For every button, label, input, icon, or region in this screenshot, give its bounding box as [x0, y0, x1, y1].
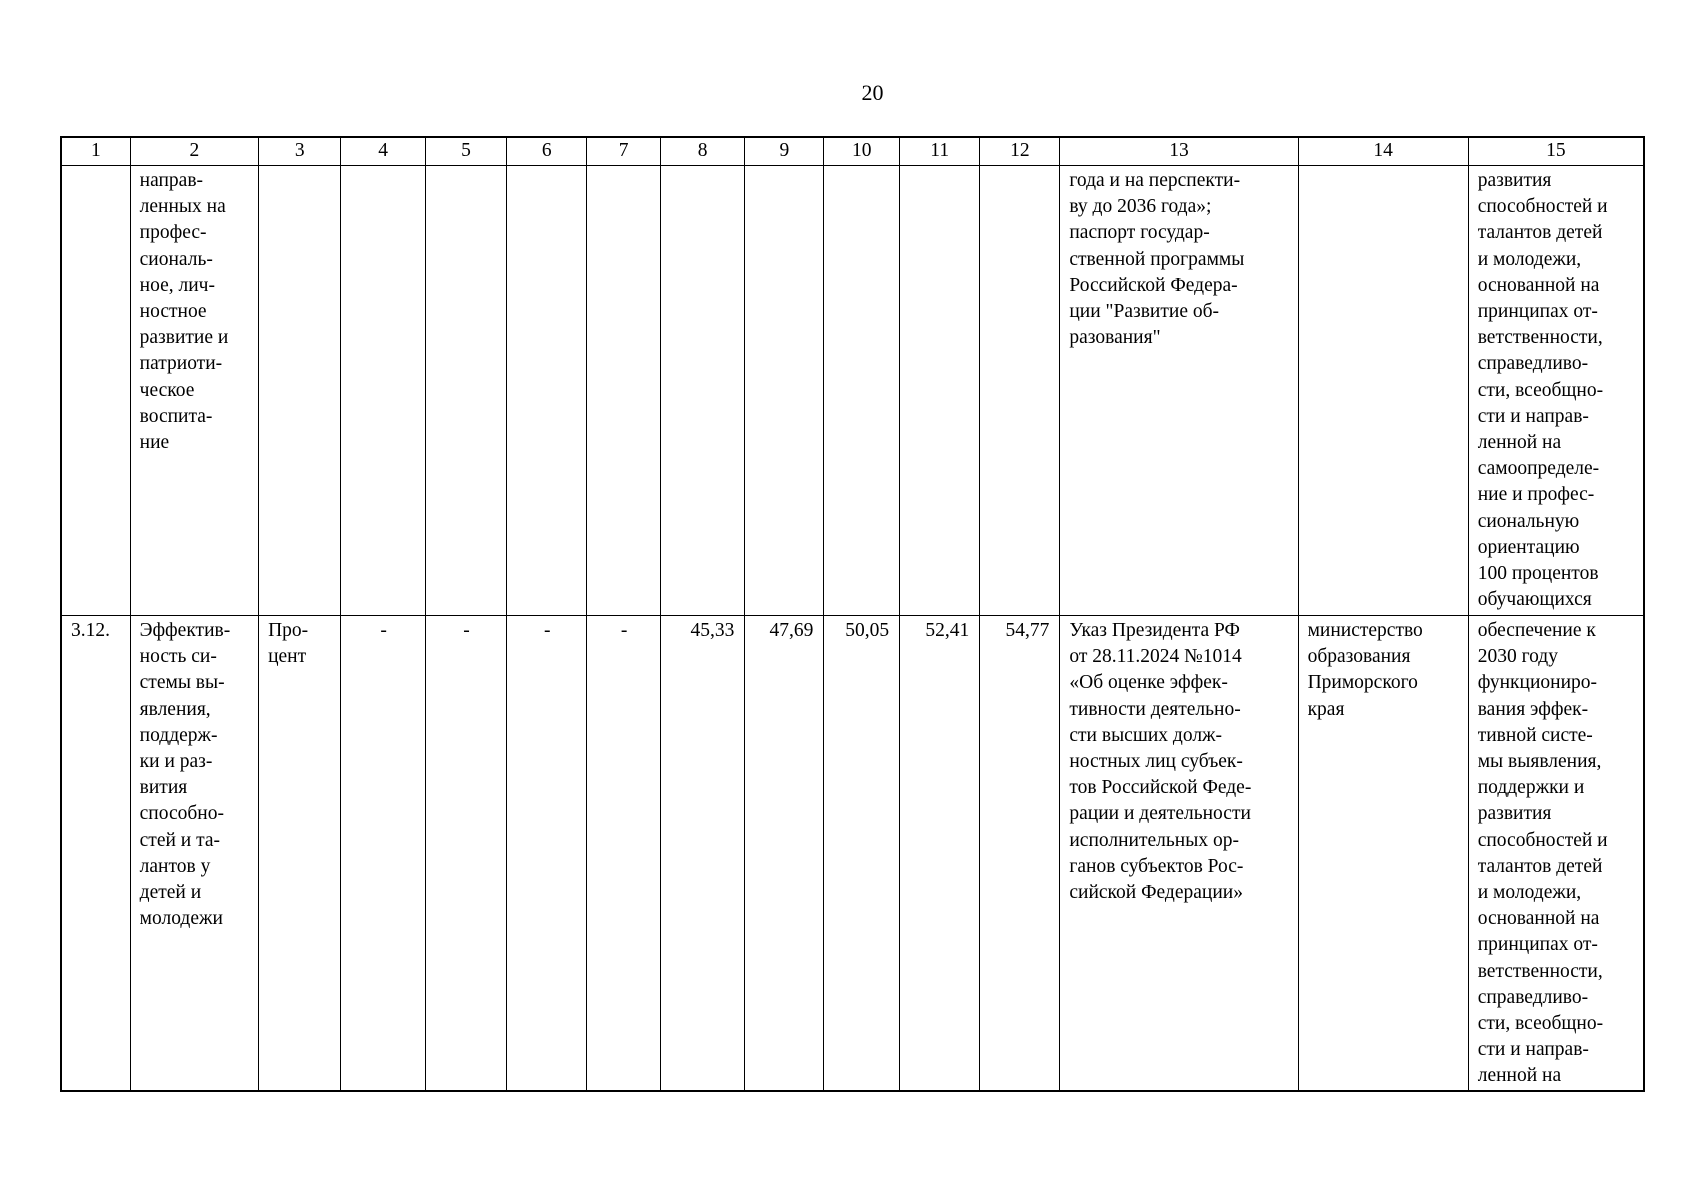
column-number: 14 — [1298, 137, 1468, 166]
value-cell — [660, 166, 745, 616]
value-cell — [341, 166, 426, 616]
value-cell: 50,05 — [824, 616, 900, 1091]
indicator-name-cell: направ- ленных на профес- сиональ- ное, лич- ностное развитие и патриоти- ческое воспита- ние — [130, 166, 258, 616]
page-number: 20 — [861, 80, 884, 105]
value-cell: - — [425, 616, 506, 1091]
indicators-table — [60, 136, 1645, 1092]
row-number-cell — [61, 166, 130, 616]
goal-description-cell: развития способностей и талантов детей и молодежи, основанной на принципах от- ветственности, справедливо- сти, всеобщно- сти и направ- ленной на самоопределе- ние и профес- сиональную ориентацию 100 процентов обучающихся — [1468, 166, 1644, 616]
indicator-name-cell: Эффектив- ность си- стемы вы- явления, поддерж- ки и раз- вития способно- стей и та- лантов у детей и молодежи — [130, 616, 258, 1091]
table-row — [61, 616, 1644, 1091]
goal-description-cell: обеспечение к 2030 году функциониро- вания эффек- тивной систе- мы выявления, поддержки и развития способностей и талантов детей и молодежи, основанной на принципах от- ветственности, справедливо- сти, всеобщно- сти и направ- ленной на — [1468, 616, 1644, 1091]
value-cell: 47,69 — [745, 616, 824, 1091]
column-number: 12 — [980, 137, 1060, 166]
column-number-row — [61, 137, 1644, 166]
value-cell — [824, 166, 900, 616]
value-cell — [425, 166, 506, 616]
column-number: 13 — [1060, 137, 1298, 166]
column-number: 15 — [1468, 137, 1644, 166]
value-cell: - — [587, 616, 661, 1091]
column-number: 7 — [587, 137, 661, 166]
column-number: 9 — [745, 137, 824, 166]
value-cell: 54,77 — [980, 616, 1060, 1091]
value-cell — [507, 166, 587, 616]
column-number: 11 — [900, 137, 980, 166]
unit-cell: Про- цент — [259, 616, 341, 1091]
value-cell: - — [341, 616, 426, 1091]
value-cell: 52,41 — [900, 616, 980, 1091]
value-cell: - — [507, 616, 587, 1091]
responsible-cell: министерство образования Приморского края — [1298, 616, 1468, 1091]
table-row — [61, 166, 1644, 616]
column-number: 1 — [61, 137, 130, 166]
column-number: 3 — [259, 137, 341, 166]
column-number: 8 — [660, 137, 745, 166]
responsible-cell — [1298, 166, 1468, 616]
document-basis-cell: года и на перспекти- ву до 2036 года»; паспорт государ- ственной программы Российской Федера- ции "Развитие об- разования" — [1060, 166, 1298, 616]
value-cell — [900, 166, 980, 616]
unit-cell — [259, 166, 341, 616]
document-basis-cell: Указ Президента РФ от 28.11.2024 №1014 «Об оценке эффек- тивности деятельно- сти высших долж- ностных лиц субъек- тов Российской Феде- рации и деятельности исполнительных ор- ганов субъектов Рос- сийской Федерации» — [1060, 616, 1298, 1091]
value-cell — [980, 166, 1060, 616]
column-number: 2 — [130, 137, 258, 166]
value-cell — [745, 166, 824, 616]
column-number: 10 — [824, 137, 900, 166]
column-number: 6 — [507, 137, 587, 166]
column-number: 5 — [425, 137, 506, 166]
column-number: 4 — [341, 137, 426, 166]
value-cell — [587, 166, 661, 616]
value-cell: 45,33 — [660, 616, 745, 1091]
row-number-cell: 3.12. — [61, 616, 130, 1091]
